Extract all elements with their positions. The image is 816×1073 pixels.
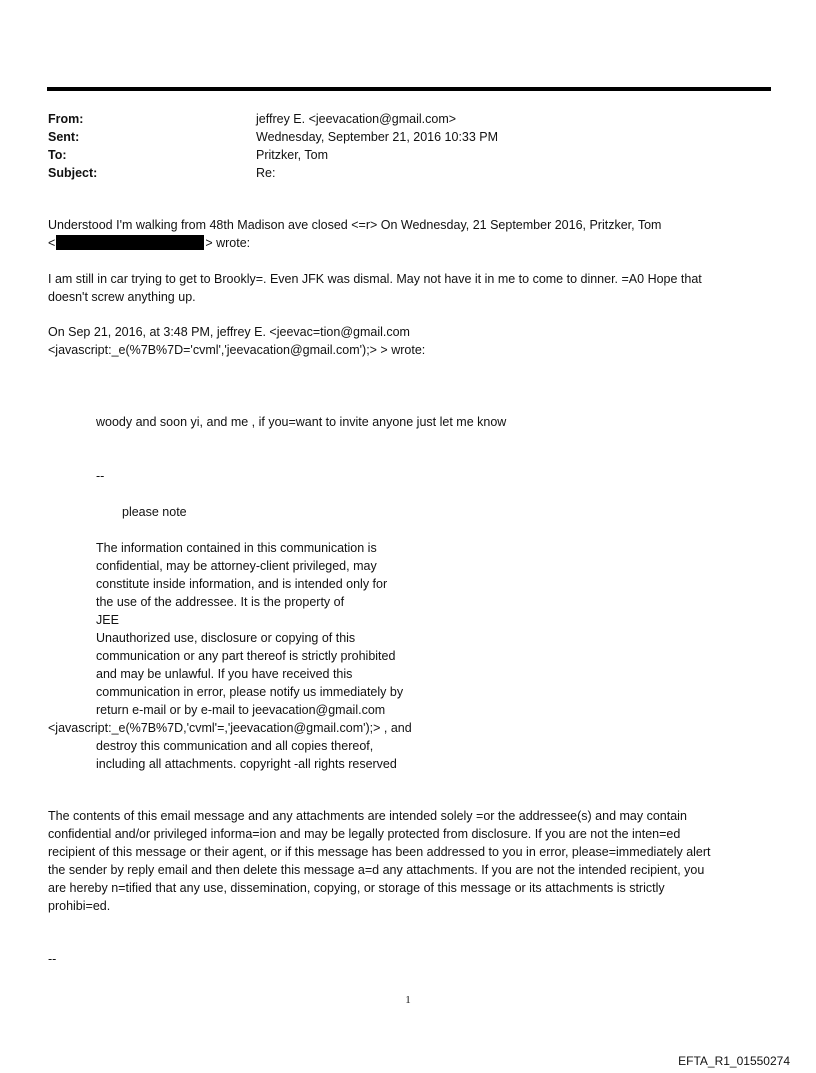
to-label: To: (48, 148, 67, 162)
subject-value: Re: (256, 166, 276, 180)
quoted-attribution (48, 323, 772, 359)
from-value: jeffrey E. <jeevacation@gmail.com> (256, 112, 457, 126)
reply-paragraph (48, 216, 772, 252)
quoted-line-1: I am still in car trying to get to Brookly=. Even JFK was dismal. May not have it in me to come to dinner. =A0 Hope that (48, 272, 702, 286)
footer-line: confidential and/or privileged informa=ion and may be legally protected from disclosure. If you are not the inten=ed (48, 827, 681, 841)
email-header (48, 110, 498, 182)
quoted-paragraph-1 (48, 270, 772, 306)
from-row (48, 110, 498, 128)
subject-row (48, 164, 498, 182)
disclaimer-line: the use of the addressee. It is the property of (96, 595, 345, 609)
to-value: Pritzker, Tom (256, 148, 329, 162)
footer-line: the sender by reply email and then delete this message a=d any attachments. If you are not the intended recipient, you (48, 863, 705, 877)
disclaimer-line: Unauthorized use, disclosure or copying of this (96, 631, 356, 645)
sent-row (48, 128, 498, 146)
header-rule (47, 87, 771, 91)
disclaimer-block (96, 539, 403, 719)
signature-dashes: -- (96, 469, 105, 483)
subject-label: Subject: (48, 166, 98, 180)
closing-dashes: -- (48, 952, 57, 966)
redaction-box (56, 235, 204, 250)
footer-line: recipient of this message or their agent, or if this message has been addressed to you in error, please=immediately alert (48, 845, 711, 859)
to-row (48, 146, 498, 164)
disclaimer-outdent: <javascript:_e(%7B%7D,'cvml'=,'jeevacation@gmail.com');> , and (48, 721, 412, 735)
quoted-line-2: doesn't screw anything up. (48, 290, 196, 304)
disclaimer-line: JEE (96, 613, 119, 627)
reply-line-2-pre: < (48, 236, 56, 250)
disclaimer-line: destroy this communication and all copies thereof, (96, 739, 374, 753)
from-label: From: (48, 112, 84, 126)
reply-line-2 (48, 234, 772, 252)
disclaimer-line: and may be unlawful. If you have received this (96, 667, 353, 681)
disclaimer-end (96, 737, 397, 773)
disclaimer-line: communication in error, please notify us immediately by (96, 685, 404, 699)
sent-label: Sent: (48, 130, 80, 144)
reply-line-2-post: > wrote: (205, 236, 251, 250)
attribution-line-2: <javascript:_e(%7B%7D='cvml','jeevacation@gmail.com');> > wrote: (48, 343, 426, 357)
disclaimer-line: confidential, may be attorney-client privileged, may (96, 559, 377, 573)
reply-line-1: Understood I'm walking from 48th Madison ave closed <=r> On Wednesday, 21 September 2016, Pritzker, Tom (48, 218, 662, 232)
document-id: EFTA_R1_01550274 (678, 1054, 790, 1068)
footer-line: prohibi=ed. (48, 899, 111, 913)
disclaimer-line: return e-mail or by e-mail to jeevacation@gmail.com (96, 703, 386, 717)
quoted-message: woody and soon yi, and me , if you=want to invite anyone just let me know (96, 415, 507, 429)
attribution-line-1: On Sep 21, 2016, at 3:48 PM, jeffrey E. <jeevac=tion@gmail.com (48, 325, 410, 339)
disclaimer-line: communication or any part thereof is strictly prohibited (96, 649, 396, 663)
footer-confidentiality (48, 807, 772, 915)
footer-line: The contents of this email message and any attachments are intended solely =or the addressee(s) and may contain (48, 809, 687, 823)
disclaimer-line: including all attachments. copyright -all rights reserved (96, 757, 397, 771)
disclaimer-line: The information contained in this communication is (96, 541, 377, 555)
footer-line: are hereby n=tified that any use, dissemination, copying, or storage of this message or its attachments is strictly (48, 881, 665, 895)
please-note: please note (122, 505, 187, 519)
sent-value: Wednesday, September 21, 2016 10:33 PM (256, 130, 499, 144)
disclaimer-line: constitute inside information, and is intended only for (96, 577, 388, 591)
page-number: 1 (405, 994, 411, 1006)
